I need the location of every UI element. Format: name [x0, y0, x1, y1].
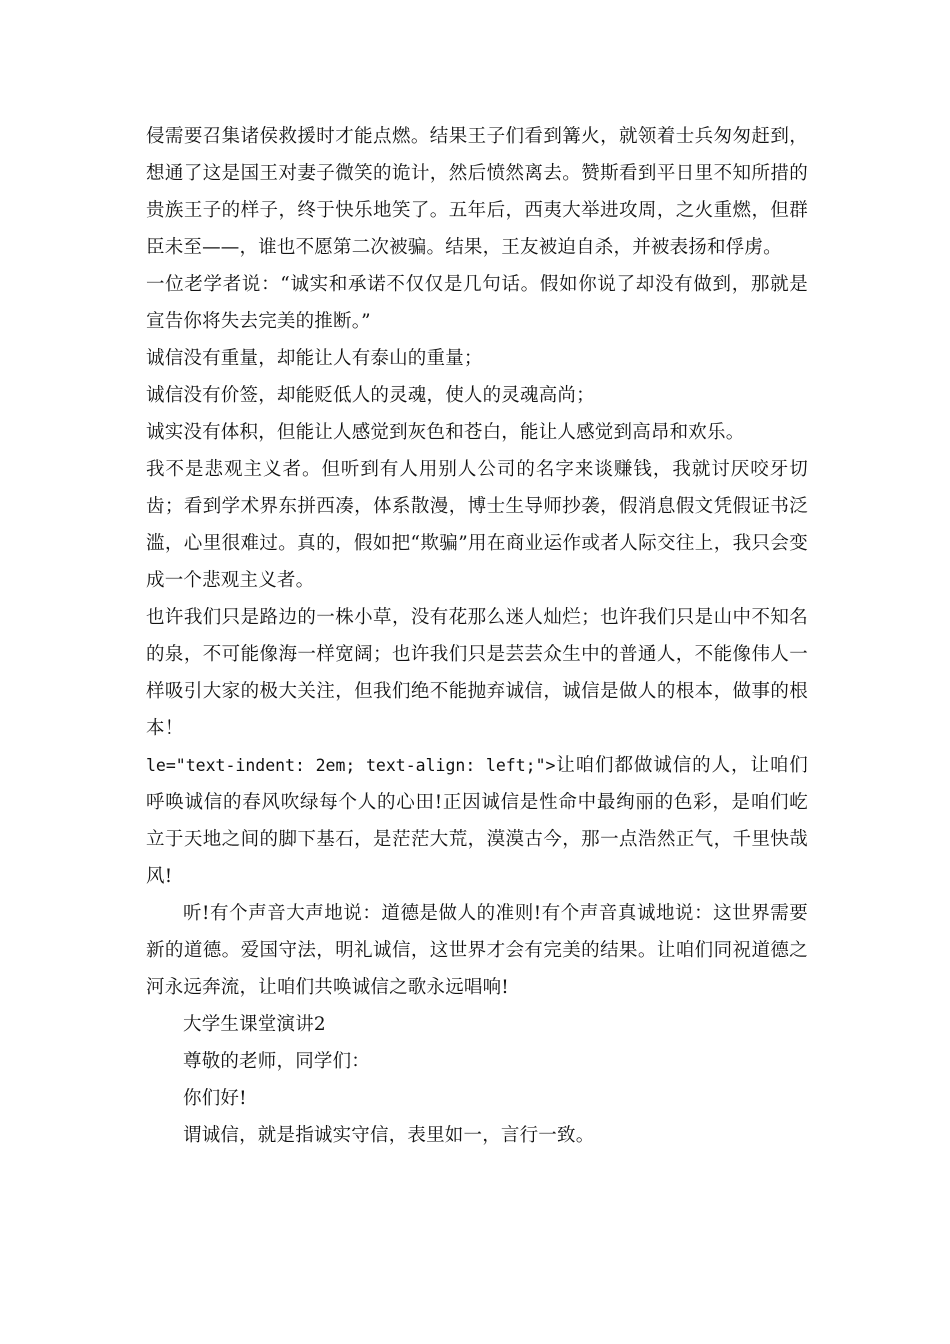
- greeting: 你们好!: [183, 1088, 247, 1109]
- paragraph-honesty-volume: 诚实没有体积，但能让人感觉到灰色和苍白，能让人感觉到高昂和欢乐。: [146, 422, 745, 443]
- paragraph-be-honest-text: 让咱们都做诚信的人，让咱们呼唤诚信的春风吹绿每个人的心田!正因诚信是性命中最绚丽的色彩，是咱们屹立于天地之间的脚下基石，是茫茫大荒，漠漠古今，那一点浩然正气，千里快哉风!: [146, 755, 808, 887]
- salutation: 尊敬的老师，同学们：: [183, 1051, 371, 1072]
- paragraph-little-grass: 也许我们只是路边的一株小草，没有花那么迷人灿烂；也许我们只是山中不知名的泉，不可能像海一样宽阔；也许我们只是芸芸众生中的普通人，不能像伟人一样吸引大家的极大关注，但我们绝不能抛弃诚信，诚信是做人的根本，做事的根本！: [146, 607, 808, 739]
- paragraph-listen-voice: 听!有个声音大声地说：道德是做人的准则!有个声音真诚地说：这世界需要新的道德。爱国守法，明礼诚信，这世界才会有完美的结果。让咱们同祝道德之河永远奔流，让咱们共唤诚信之歌永远唱响!: [146, 903, 808, 998]
- speech-title: 大学生课堂演讲2: [183, 1014, 326, 1035]
- stray-markup-text: le="text-indent: 2em; text-align: left;">: [146, 756, 556, 775]
- paragraph-not-pessimist: 我不是悲观主义者。但听到有人用别人公司的名字来谈赚钱，我就讨厌咬牙切齿；看到学术界东拼西凑，体系散漫，博士生导师抄袭，假消息假文凭假证书泛滥，心里很难过。真的，假如把“欺骗”用在商业运作或者人际交往上，我只会变成一个悲观主义者。: [146, 459, 808, 591]
- paragraph-scholar-quote: 一位老学者说：“诚实和承诺不仅仅是几句话。假如你说了却没有做到，那就是宣告你将失去完美的推断。”: [146, 274, 808, 332]
- document-body: [146, 118, 808, 1154]
- paragraph-integrity-definition: 谓诚信，就是指诚实守信，表里如一，言行一致。: [183, 1125, 595, 1146]
- paragraph-story-ending: 侵需要召集诸侯救援时才能点燃。结果王子们看到篝火，就领着士兵匆匆赶到，想通了这是国王对妻子微笑的诡计，然后愤然离去。赞斯看到平日里不知所措的贵族王子的样子，终于快乐地笑了。五年后，西夷大举进攻周，之火重燃，但群臣未至——，谁也不愿第二次被骗。结果，王友被迫自杀，并被表扬和俘虏。: [146, 126, 808, 258]
- paragraph-integrity-weight: 诚信没有重量，却能让人有泰山的重量；: [146, 348, 483, 369]
- paragraph-integrity-price: 诚信没有价签，却能贬低人的灵魂，使人的灵魂高尚；: [146, 385, 595, 406]
- paragraph-be-honest-people: [146, 747, 808, 895]
